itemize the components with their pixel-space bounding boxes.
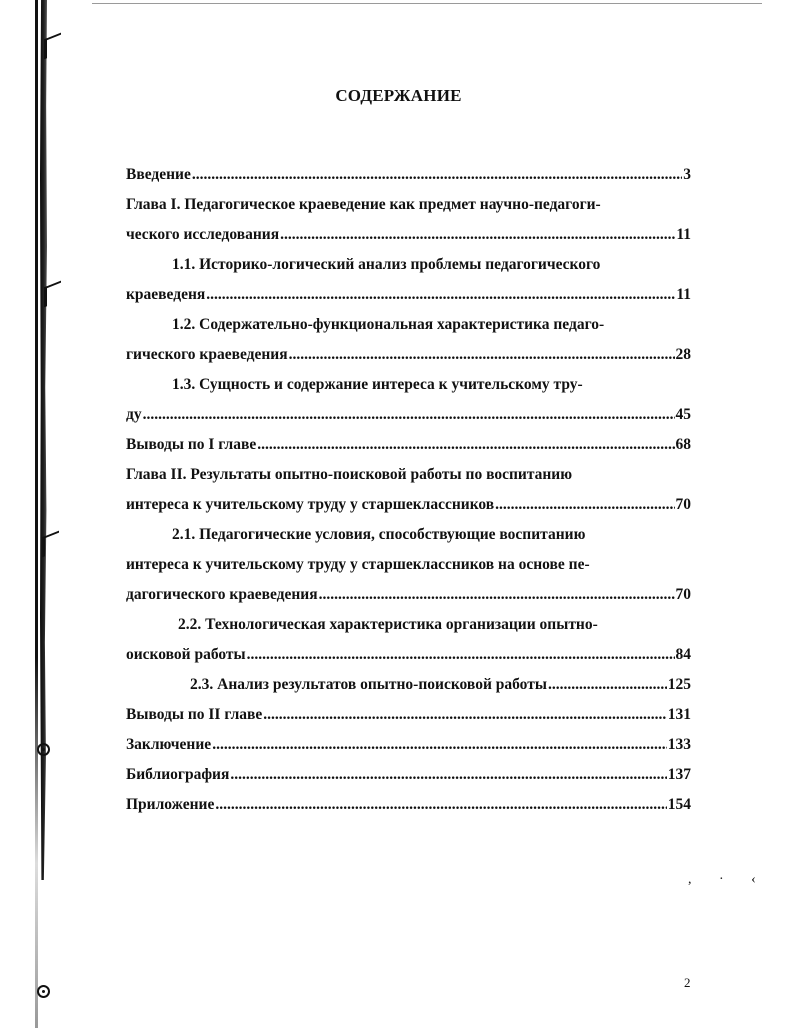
toc-entry-text: Глава II. Результаты опытно-поисковой работы по воспитанию bbox=[126, 466, 573, 483]
toc-entry-text: ду bbox=[126, 406, 142, 423]
toc-leader-dots bbox=[263, 700, 666, 730]
toc-entry-text: 2.3. Анализ результатов опытно-поисковой работы bbox=[190, 676, 547, 693]
toc-entry bbox=[126, 340, 691, 370]
toc-leader-dots bbox=[257, 430, 674, 460]
toc-entry-page: 11 bbox=[676, 226, 691, 243]
toc-entry bbox=[126, 730, 691, 760]
toc-entry-text: 1.1. Историко-логический анализ проблемы педагогического bbox=[172, 256, 601, 273]
toc-entry-page: 70 bbox=[675, 496, 691, 513]
toc-entry-text: Выводы по I главе bbox=[126, 436, 257, 453]
toc-entry-text: интереса к учительскому труду у старшеклассников на основе пе- bbox=[126, 556, 590, 573]
toc-entry bbox=[126, 190, 691, 220]
toc-entry bbox=[126, 670, 691, 700]
toc-entry-text: Приложение bbox=[126, 796, 215, 813]
toc-leader-dots bbox=[215, 790, 666, 820]
toc-entry-page: 125 bbox=[667, 676, 691, 693]
toc-leader-dots bbox=[548, 670, 667, 700]
toc-entry-page: 11 bbox=[676, 286, 691, 303]
toc-entry-text: Библиография bbox=[126, 766, 230, 783]
toc-entry-text: Заключение bbox=[126, 736, 212, 753]
toc-entry bbox=[126, 400, 691, 430]
toc-entry-page: 3 bbox=[683, 166, 691, 183]
toc-entry-page: 84 bbox=[675, 646, 691, 663]
toc-leader-dots bbox=[192, 160, 682, 190]
toc-leader-dots bbox=[206, 280, 675, 310]
toc-entry bbox=[126, 580, 691, 610]
toc-entry-text: краеведеня bbox=[126, 286, 206, 303]
toc-leader-dots bbox=[495, 490, 674, 520]
scan-specks: , · ‹ bbox=[688, 872, 768, 887]
toc-entry bbox=[126, 490, 691, 520]
toc-entry-text: гического краеведения bbox=[126, 346, 288, 363]
toc-entry bbox=[126, 760, 691, 790]
toc-entry-text: 1.3. Сущность и содержание интереса к учительскому тру- bbox=[172, 376, 583, 393]
toc-entry bbox=[126, 610, 691, 640]
toc-entry-page: 45 bbox=[675, 406, 691, 423]
toc-entry-page: 131 bbox=[667, 706, 691, 723]
scan-top-edge bbox=[92, 3, 762, 4]
toc-entry bbox=[126, 160, 691, 190]
scan-left-edge bbox=[35, 0, 38, 1028]
toc-leader-dots bbox=[143, 400, 675, 430]
page-title: СОДЕРЖАНИЕ bbox=[335, 86, 462, 105]
toc-entry bbox=[126, 640, 691, 670]
toc-entry bbox=[126, 700, 691, 730]
toc-entry-text: 1.2. Содержательно-функциональная характеристика педаго- bbox=[172, 316, 605, 333]
toc-entry bbox=[126, 370, 691, 400]
toc-entry bbox=[126, 430, 691, 460]
toc-entry-page: 28 bbox=[675, 346, 691, 363]
toc-leader-dots bbox=[247, 640, 675, 670]
toc-leader-dots bbox=[212, 730, 667, 760]
toc-entry-text: Введение bbox=[126, 166, 191, 183]
page-number: 2 bbox=[684, 975, 691, 990]
toc-entry bbox=[126, 790, 691, 820]
toc-leader-dots bbox=[280, 220, 675, 250]
toc-leader-dots bbox=[289, 340, 675, 370]
toc-entry-text: Выводы по II главе bbox=[126, 706, 263, 723]
toc-entry-page: 70 bbox=[675, 586, 691, 603]
toc-entry-text: интереса к учительскому труду у старшеклассников bbox=[126, 496, 495, 513]
table-of-contents bbox=[126, 160, 691, 820]
toc-entry-text: Глава I. Педагогическое краеведение как предмет научно-педагоги- bbox=[126, 196, 601, 213]
toc-leader-dots bbox=[319, 580, 675, 610]
toc-entry-text: дагогического краеведения bbox=[126, 586, 318, 603]
toc-entry bbox=[126, 220, 691, 250]
toc-entry-text: 2.1. Педагогические условия, способствующие воспитанию bbox=[172, 526, 586, 543]
toc-entry-page: 68 bbox=[675, 436, 691, 453]
punch-hole-icon bbox=[37, 743, 50, 756]
toc-entry bbox=[126, 460, 691, 490]
toc-entry-text: ческого исследования bbox=[126, 226, 280, 243]
punch-hole-icon bbox=[37, 985, 50, 998]
toc-entry-page: 137 bbox=[667, 766, 691, 783]
toc-entry-page: 133 bbox=[667, 736, 691, 753]
toc-entry-page: 154 bbox=[667, 796, 691, 813]
toc-entry bbox=[126, 310, 691, 340]
toc-entry bbox=[126, 520, 691, 550]
toc-entry bbox=[126, 550, 691, 580]
toc-leader-dots bbox=[230, 760, 666, 790]
toc-entry bbox=[126, 250, 691, 280]
scan-binding-mark bbox=[44, 281, 61, 308]
toc-entry-text: 2.2. Технологическая характеристика организации опытно- bbox=[178, 616, 598, 633]
toc-entry-text: оисковой работы bbox=[126, 646, 246, 663]
toc-entry bbox=[126, 280, 691, 310]
